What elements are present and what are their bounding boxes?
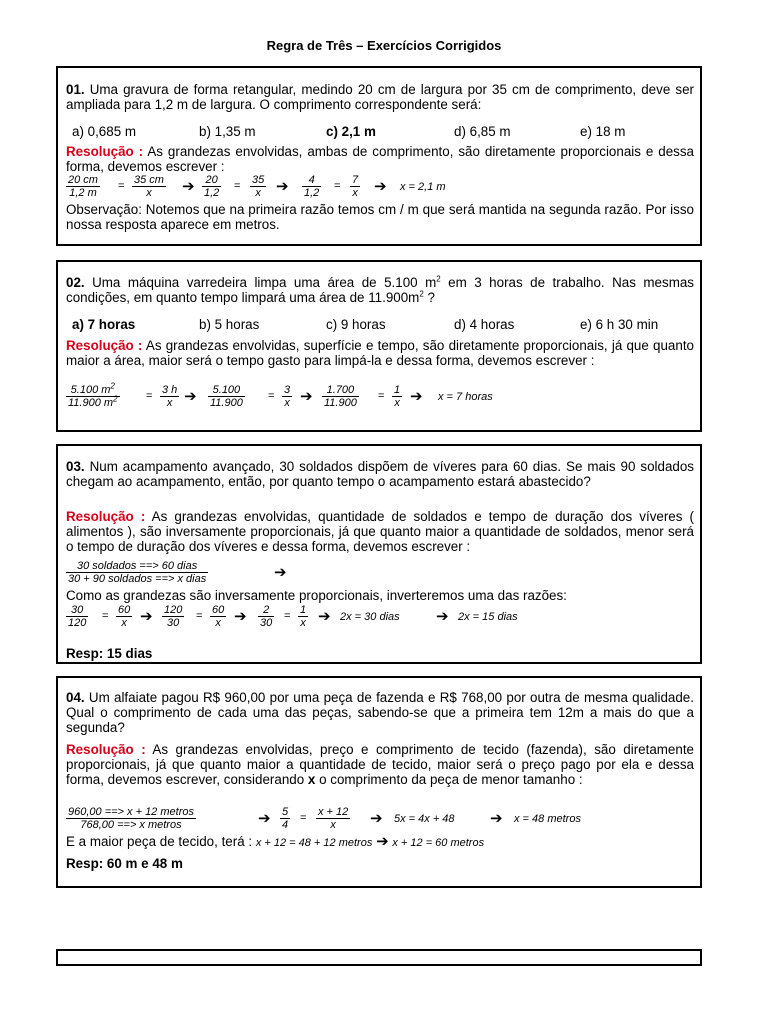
question-03-text: 03. Num acampamento avançado, 30 soldados dispõem de víveres para 60 dias. Se mais 90 soldados chegam ao acampamento, então, por quanto tempo o acampamento estará abastecido? [66,459,694,489]
question-02-options [72,317,692,333]
arrow-right-icon: ➔ [370,810,383,827]
arrow-right-icon: ➔ [276,178,289,195]
arrow-right-icon: ➔ [274,564,287,581]
question-04-box [56,676,702,888]
arrow-right-icon: ➔ [300,388,313,405]
arrow-right-icon: ➔ [318,608,331,625]
question-01-resolution: Resolução : As grandezas envolvidas, ambas de comprimento, são diretamente proporcionais e dessa forma, devemos escrever : [66,144,694,174]
arrow-right-icon: ➔ [184,388,197,405]
question-03-answer: Resp: 15 dias [66,646,153,661]
arrow-right-icon: ➔ [182,178,195,195]
option-c: c) 2,1 m [326,124,376,139]
question-01-options [72,124,692,140]
question-04-equation-1: 960,00 ==> x + 12 metros 768,00 ==> x metros ➔ $\frac{5}{4}$ = $\frac{x + 12}{x}$ ➔ 5x = 4x + 48 ➔ x = 48 metros [68,806,581,831]
question-04-larger: E a maior peça de tecido, terá : x + 12 = 48 + 12 metros ➔ x + 12 = 60 metros [66,833,485,850]
arrow-right-icon: ➔ [436,608,449,625]
option-d: d) 6,85 m [454,124,511,139]
option-e: e) 6 h 30 min [580,317,659,332]
question-03-box [56,444,702,664]
question-01-observation: Observação: Notemos que na primeira razão temos cm / m que será mantida na segunda razão. Por isso nossa resposta aparece em metros. [66,202,694,232]
option-a: a) 0,685 m [72,124,137,139]
question-02-resolution: Resolução : As grandezas envolvidas, superfície e tempo, são diretamente proporcionais, já que quanto maior a área, maior será o tempo gasto para limpá-la e dessa forma, devemos escrever : [66,338,694,368]
question-02-text: 02. Uma máquina varredeira limpa uma área de 5.100 $m^2$ em 3 horas de trabalho. Nas mesmas condições, em quanto tempo limpará uma área de $11.900m^2$ ? [66,274,694,305]
arrow-right-icon: ➔ [258,810,271,827]
arrow-right-icon: ➔ [374,178,387,195]
arrow-right-icon: ➔ [490,810,503,827]
page-title: Regra de Três – Exercícios Corrigidos [266,38,502,53]
option-b: b) 5 horas [199,317,260,332]
question-04-resolution: Resolução : As grandezas envolvidas, preço e comprimento de tecido (fazenda), são diretamente proporcionais, já que quanto maior a quantidade de tecido, maior será o preço pago por ela e dessa forma, devemos escrever, considerando x o comprimento da peça de menor tamanho : [66,742,694,787]
question-03-note: Como as grandezas são inversamente proporcionais, inverteremos uma das razões: [66,588,567,603]
option-c: c) 9 horas [326,317,386,332]
arrow-right-icon: ➔ [410,388,423,405]
question-04-answer: Resp: 60 m e 48 m [66,856,183,871]
option-d: d) 4 horas [454,317,515,332]
question-01-text: 01. Uma gravura de forma retangular, medindo 20 cm de largura por 35 cm de comprimento, deve ser ampliada para 1,2 m de largura. O comprimento correspondente será: [66,82,694,112]
arrow-right-icon: ➔ [140,608,153,625]
question-03-equation-1: 30 soldados ==> 60 dias 30 + 90 soldados ==> x dias ➔ [68,560,287,585]
question-02-box [56,260,702,432]
empty-footer-box [56,949,702,966]
option-e: e) 18 m [580,124,626,139]
option-b: b) 1,35 m [199,124,256,139]
question-03-resolution: Resolução : As grandezas envolvidas, quantidade de soldados e tempo de duração dos víveres ( alimentos ), são inversamente proporcionais, já que quanto maior a quantidade de soldados, menor será o tempo de duração dos víveres e dessa forma, devemos escrever : [66,509,695,554]
question-02-equation: $\frac{5.100 m^2}{11.900 m^2}$ = $\frac{3 h}{x}$ ➔ $\frac{5.100}{11.900}$ = $\frac{3}{x}$ ➔ $\frac{1.700}{11.900}$ = $\frac{1}{x}$ ➔ x = 7 horas [68,381,493,409]
question-03-equation-2: $\frac{30}{120}$ = $\frac{60}{x}$ ➔ $\frac{120}{30}$ = $\frac{60}{x}$ ➔ $\frac{2}{30}$ = $\frac{1}{x}$ ➔ 2x = 30 dias ➔ 2x = 15 dias [68,604,518,629]
question-04-text: 04. Um alfaiate pagou R$ 960,00 por uma peça de fazenda e R$ 768,00 por outra de mesma qualidade. Qual o comprimento de cada uma das peças, sabendo-se que a primeira tem 12m a mais do que a segunda? [66,690,694,735]
option-a: a) 7 horas [72,317,136,332]
arrow-right-icon: ➔ [376,833,389,850]
question-01-equation: $\frac{20 cm}{1,2 m}$ = $\frac{35 cm}{x}$ ➔ $\frac{20}{1,2}$ = $\frac{35}{x}$ ➔ $\frac{4}{1,2}$ = $\frac{7}{x}$ ➔ x = 2,1 m [68,174,446,199]
question-01-box [56,66,702,246]
arrow-right-icon: ➔ [234,608,247,625]
